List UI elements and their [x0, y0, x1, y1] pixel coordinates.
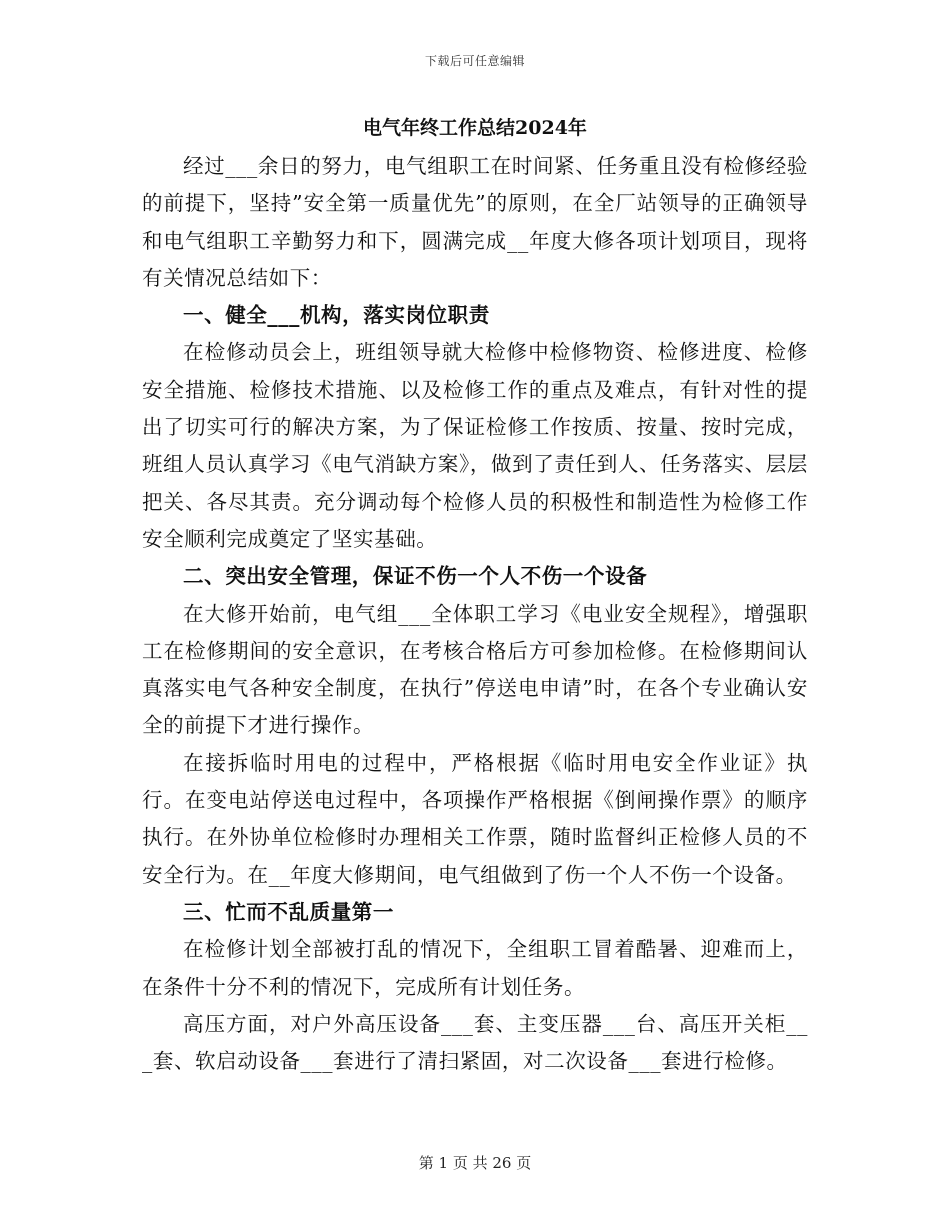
paragraph-section-2b: 在接拆临时用电的过程中，严格根据《临时用电安全作业证》执行。在变电站停送电过程中，各项操作严格根据《倒闸操作票》的顺序执行。在外协单位检修时办理相关工作票，随时监督纠正检修人员的不安全行为。在__年度大修期间，电气组做到了伤一个人不伤一个设备。	[142, 750, 808, 887]
document-body	[142, 148, 808, 1080]
page-header-note: 下载后可任意编辑	[424, 54, 525, 68]
page-footer-number: 第 1 页 共 26 页	[418, 1154, 532, 1172]
section-heading-3: 三、忙而不乱质量第一	[183, 899, 394, 924]
paragraph-section-3b: 高压方面，对户外高压设备___套、主变压器___台、高压开关柜___套、软启动设备___套进行了清扫紧固，对二次设备___套进行检修。	[142, 1011, 808, 1074]
paragraph-section-1: 在检修动员会上，班组领导就大检修中检修物资、检修进度、检修安全措施、检修技术措施、以及检修工作的重点及难点，有针对性的提出了切实可行的解决方案，为了保证检修工作按质、按量、按时完成，班组人员认真学习《电气消缺方案》，做到了责任到人、任务落实、层层把关、各尽其责。充分调动每个检修人员的积极性和制造性为检修工作安全顺利完成奠定了坚实基础。	[142, 340, 808, 551]
paragraph-section-3a: 在检修计划全部被打乱的情况下，全组职工冒着酷暑、迎难而上，在条件十分不利的情况下，完成所有计划任务。	[142, 937, 808, 999]
section-heading-1: 一、健全___机构，落实岗位职责	[183, 303, 490, 328]
paragraph-intro: 经过___余日的努力，电气组职工在时间紧、任务重且没有检修经验的前提下，坚持”安全第一质量优先”的原则，在全厂站领导的正确领导和电气组职工辛勤努力和下，圆满完成__年度大修各项计划项目，现将有关情况总结如下：	[142, 154, 808, 290]
paragraph-section-2a: 在大修开始前，电气组___全体职工学习《电业安全规程》，增强职工在检修期间的安全意识，在考核合格后方可参加检修。在检修期间认真落实电气各种安全制度，在执行”停送电申请”时，在各个专业确认安全的前提下才进行操作。	[142, 601, 808, 738]
document-title: 电气年终工作总结2024年	[363, 117, 587, 139]
section-heading-2: 二、突出安全管理，保证不伤一个人不伤一个设备	[183, 564, 648, 589]
